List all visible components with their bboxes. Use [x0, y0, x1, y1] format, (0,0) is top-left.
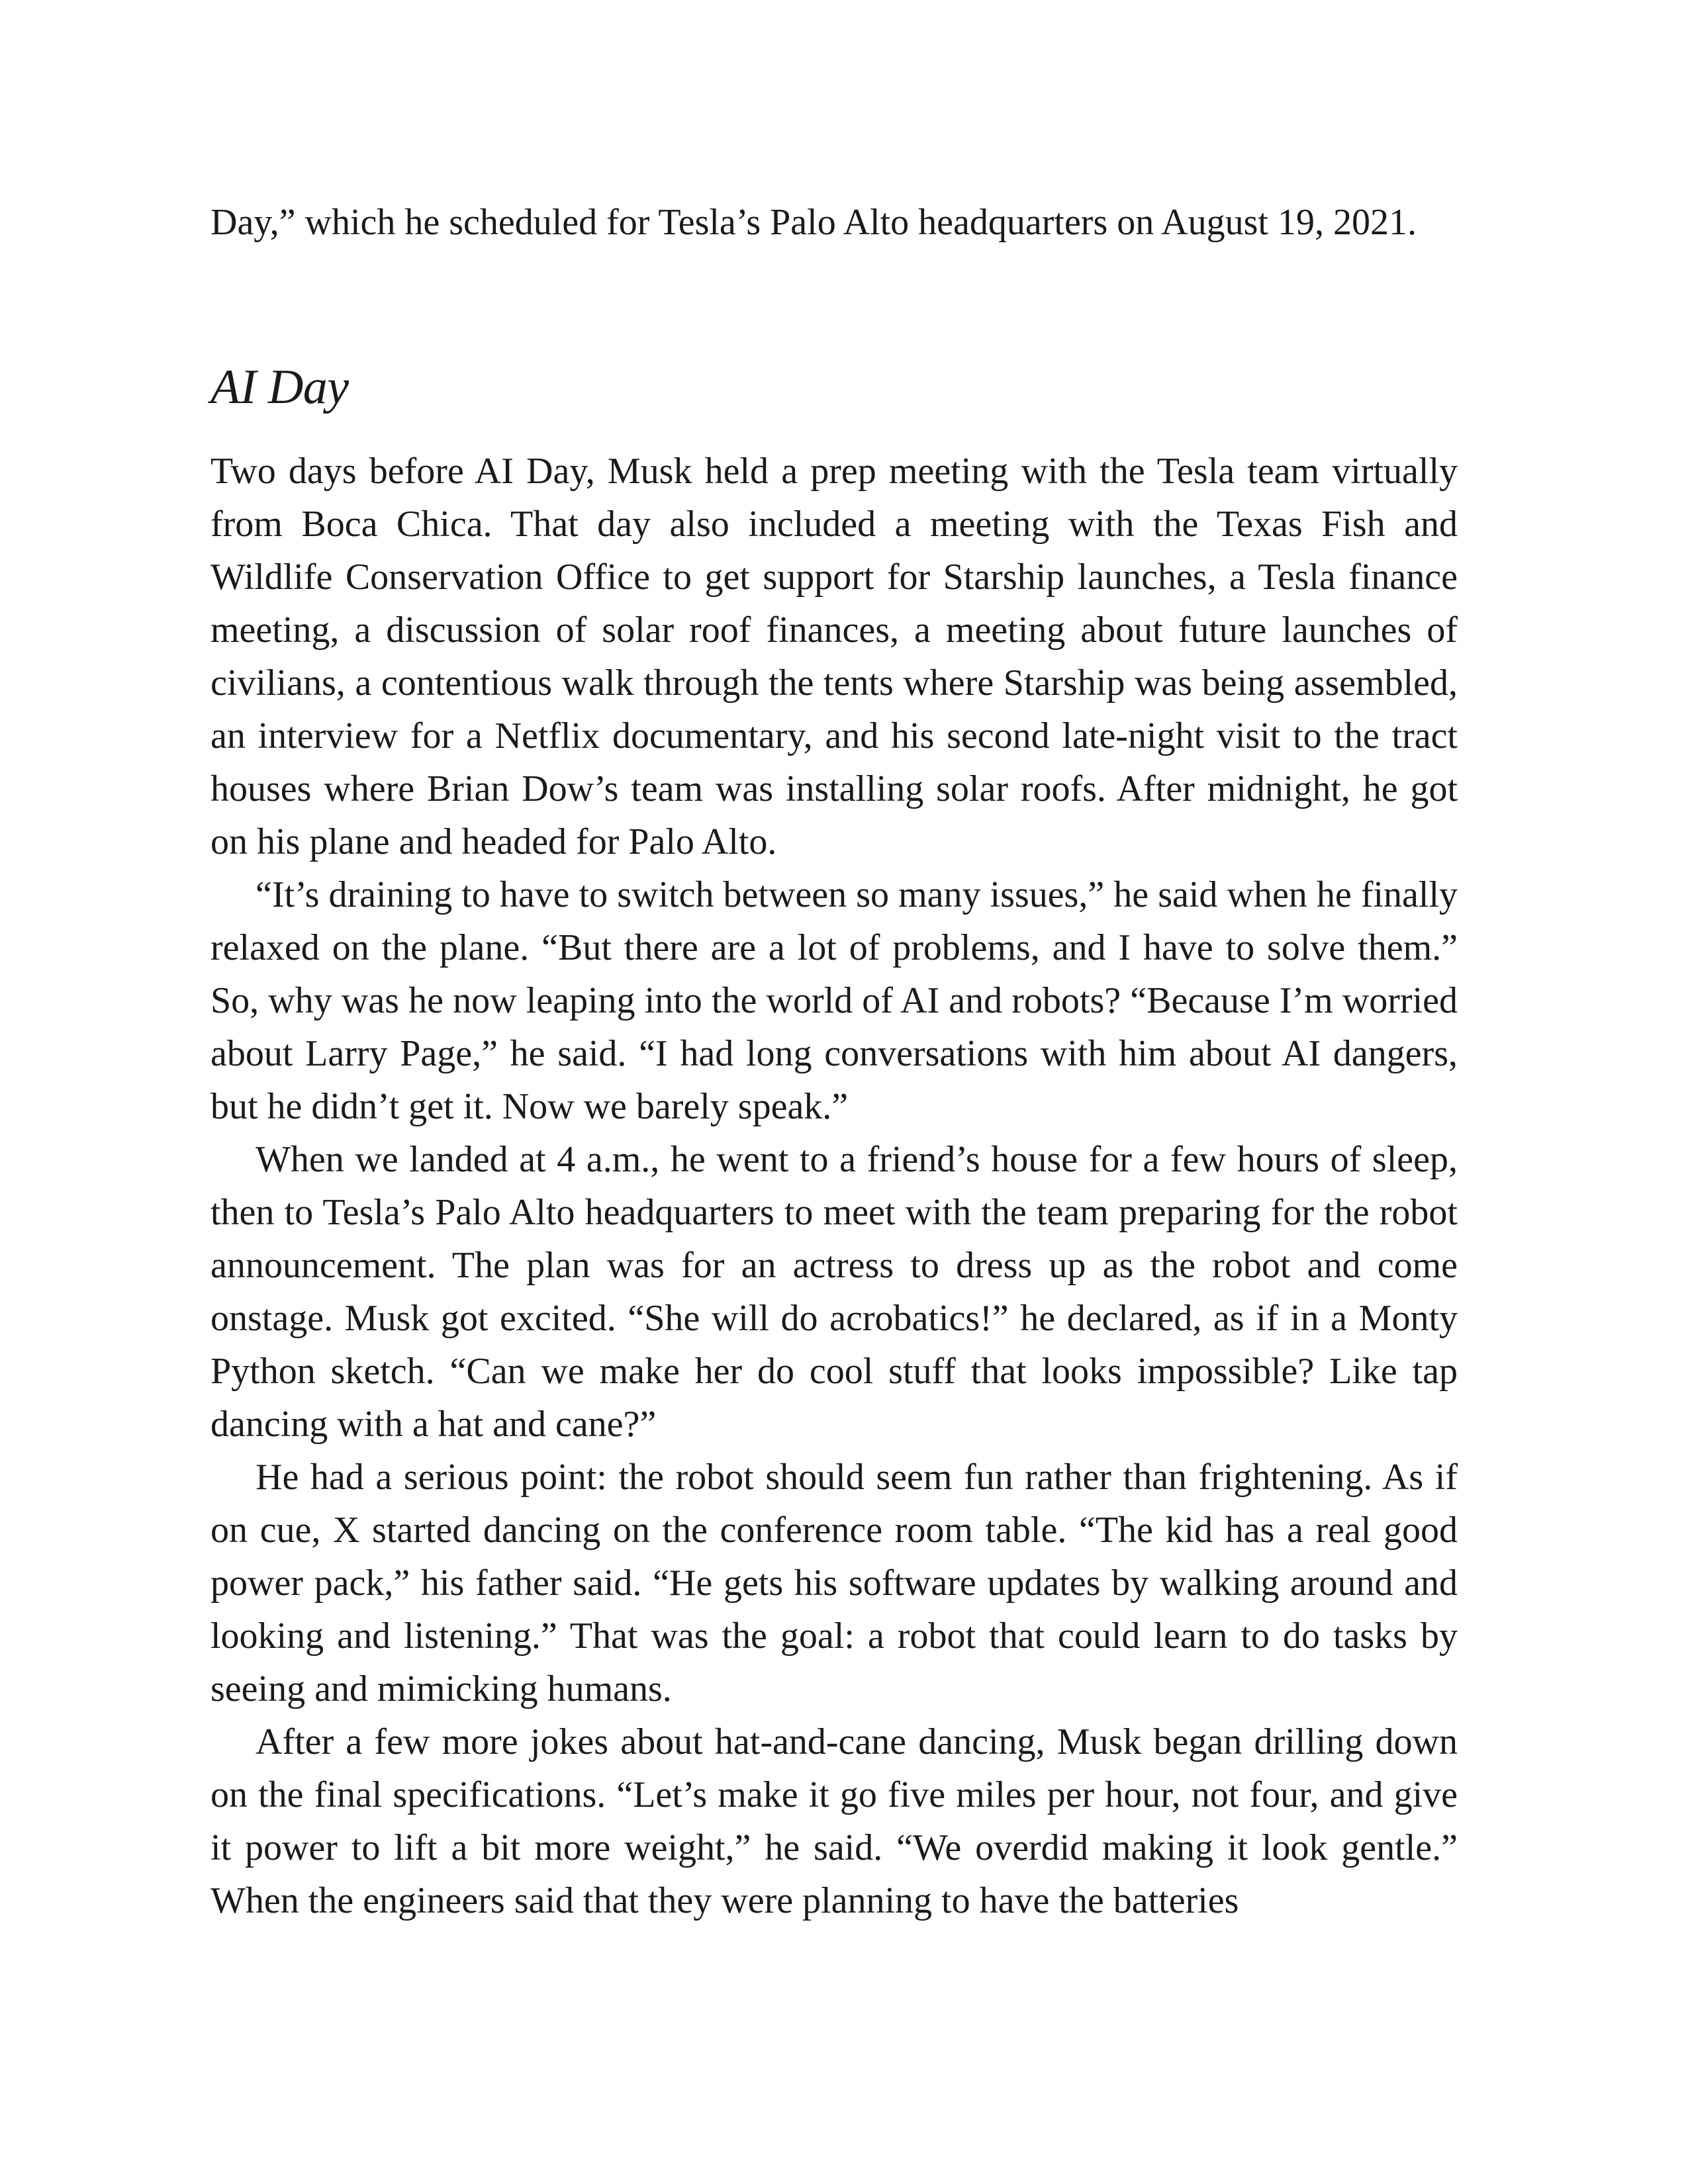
body-paragraph-2: “It’s draining to have to switch between so many issues,” he said when he finally relaxed on the plane. “But there are a lot of problems, and I have to solve them.” So, why was he now leaping into the world of AI and robots? “Because I’m worried about Larry Page,” he said. “I had long conversations with him about AI dangers, but he didn’t get it. Now we barely speak.”	[211, 874, 1458, 1127]
body-paragraph-4: He had a serious point: the robot should seem fun rather than frightening. As if on cue, X started dancing on the conference room table. “The kid has a real good power pack,” his father said. “He gets his software updates by walking around and looking and listening.” That was the goal: a robot that could learn to do tasks by seeing and mimicking humans.	[211, 1457, 1458, 1709]
section-heading: AI Day	[211, 360, 349, 414]
continuation-paragraph: Day,” which he scheduled for Tesla’s Palo Alto headquarters on August 19, 2021.	[211, 202, 1417, 243]
body-paragraph-3: When we landed at 4 a.m., he went to a friend’s house for a few hours of sleep, then to Tesla’s Palo Alto headquarters to meet with the team preparing for the robot announcement. The plan was for an actress to dress up as the robot and come onstage. Musk got excited. “She will do acrobatics!” he declared, as if in a Monty Python sketch. “Can we make her do cool stuff that looks impossible? Like tap dancing with a hat and cane?”	[211, 1139, 1458, 1445]
book-page	[211, 196, 1458, 1927]
body-paragraph-1: Two days before AI Day, Musk held a prep meeting with the Tesla team virtually from Boca Chica. That day also included a meeting with the Texas Fish and Wildlife Conservation Office to get support for Starship launches, a Tesla finance meeting, a discussion of solar roof finances, a meeting about future launches of civilians, a contentious walk through the tents where Starship was being assembled, an interview for a Netflix documentary, and his second late-night visit to the tract houses where Brian Dow’s team was installing solar roofs. After midnight, he got on his plane and headed for Palo Alto.	[211, 451, 1458, 862]
body-paragraph-5: After a few more jokes about hat-and-cane dancing, Musk began drilling down on the final specifications. “Let’s make it go five miles per hour, not four, and give it power to lift a bit more weight,” he said. “We overdid making it look gentle.” When the engineers said that they were planning to have the batteries	[211, 1721, 1458, 1921]
